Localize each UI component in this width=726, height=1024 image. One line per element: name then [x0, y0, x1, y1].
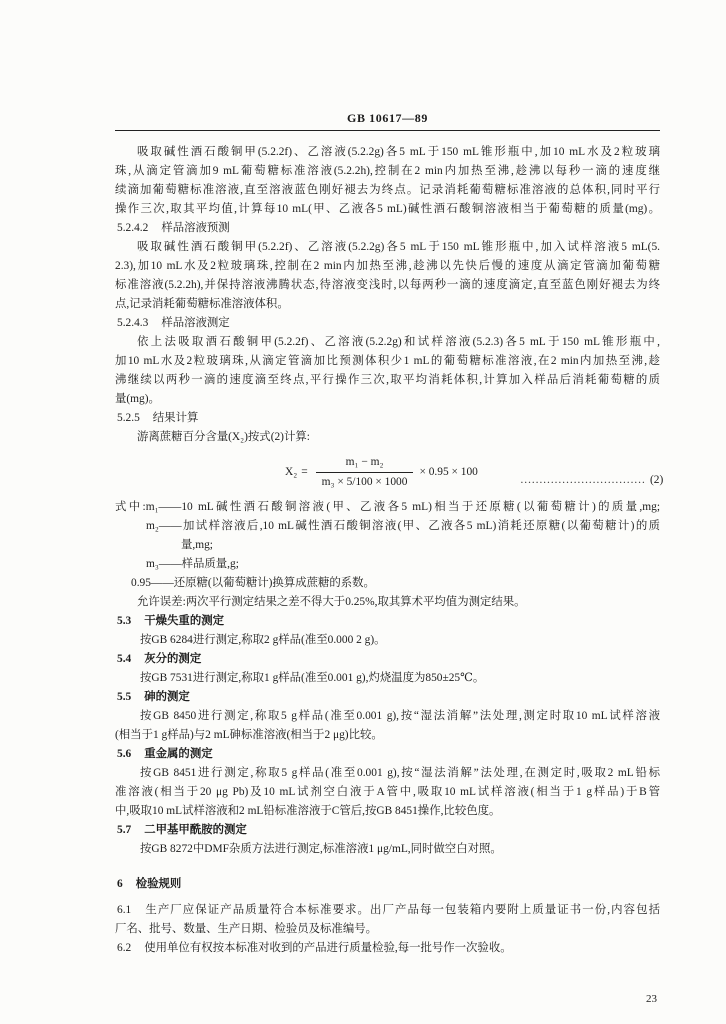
section-title: 干燥失重的测定 [144, 615, 224, 627]
paragraph-line: 按GB 7531进行测定,称取1 g样品(准至0.001 g),灼烧温度为850±25℃。 [140, 672, 485, 684]
formula-2 [115, 447, 664, 498]
paragraph-line: 量(mg)。 [115, 393, 160, 405]
section-title: 重金属的测定 [144, 748, 213, 760]
paragraph-line: 准溶液(相当于20 μg Pb)及10 mL试剂空白液于A管中,吸取10 mL试样溶液(相当于1 g样品)于B管 [115, 786, 660, 798]
section-heading-5-4 [115, 650, 660, 669]
section-heading-5-6 [115, 745, 660, 764]
paragraph-line: 厂名、批号、数量、生产日期、检验员及标准编号。 [115, 923, 377, 935]
paragraph-line: 吸取碱性酒石酸铜甲(5.2.2f)、乙溶液(5.2.2g)各5 mL于150 mL锥形瓶中,加入试样溶液5 mL(5. [137, 241, 660, 253]
clause-6-1 [115, 901, 660, 920]
calibration-line: 续滴加葡萄糖标准溶液,直至溶液蓝色刚好褪去为终点。记录消耗葡萄糖标准溶液的总体积,同时平行 [115, 184, 660, 196]
paragraph-line: 标准溶液(5.2.2h),并保持溶液沸腾状态,待溶液变浅时,以每两秒一滴的速度滴定,直至蓝色刚好褪去为终 [115, 279, 660, 291]
page-number: 23 [646, 993, 657, 1005]
formula-multiplier: × 0.95 × 100 [419, 465, 478, 478]
formula-numerator: m₁ − m₂ [345, 455, 384, 468]
paragraph-line: 中,吸取10 mL试样溶液和2 mL铅标准溶液于C管后,按GB 8451操作,比较色度。 [115, 805, 501, 817]
paragraph-line: 按GB 8451进行测定,称取5 g样品(准至0.001 g),按“湿法消解”法处理,在测定时,吸取2 mL铅标 [140, 767, 660, 779]
formula-intro: 游离蔗糖百分含量(X₂)按式(2)计算: [137, 431, 310, 443]
section-number: 5.3 [117, 615, 132, 627]
section-heading-5-2-4-2 [115, 219, 660, 238]
section-number: 5.7 [117, 824, 132, 836]
where-item-m1: 式中:m₁——10 mL碱性酒石酸铜溶液(甲、乙液各5 mL)相当于还原糖(以葡萄糖计)的质量,mg; [115, 501, 660, 513]
paragraph-line: 依上法吸取酒石酸铜甲(5.2.2f)、乙溶液(5.2.2g)和试样溶液(5.2.3)各5 mL于150 mL锥形瓶中, [137, 336, 660, 348]
section-title: 灰分的测定 [144, 653, 202, 665]
clause-6-2 [115, 939, 660, 958]
section-heading-5-2-5 [115, 409, 660, 428]
standard-code-header: GB 10617—89 [347, 111, 428, 125]
paragraph-line: 按GB 8450进行测定,称取5 g样品(准至0.001 g),按“湿法消解”法处理,测定时取10 mL试样溶液 [140, 710, 660, 722]
clause-number: 6.1 [117, 904, 132, 916]
section-heading-5-3 [115, 612, 660, 631]
section-number: 5.6 [117, 748, 132, 760]
section-heading-5-2-4-3 [115, 314, 660, 333]
section-heading-5-7 [115, 821, 660, 840]
calibration-line: 操作三次,取其平均值,计算每10 mL(甲、乙液各5 mL)碱性酒石酸铜溶液相当于葡萄糖的质量(mg)。 [115, 203, 660, 215]
section-number: 5.2.5 [117, 412, 140, 424]
paragraph-line: 2.3),加10 mL水及2粒玻璃珠,控制在2 min内加热至沸,趁沸以先快后慢的速度从滴定管滴加葡萄糖 [115, 260, 660, 272]
clause-text: 生产厂应保证产品质量符合本标准要求。出厂产品每一包装箱内要附上质量证书一份,内容包括 [144, 904, 660, 916]
formula-fraction [316, 455, 414, 490]
section-number: 5.5 [117, 691, 132, 703]
section-title: 二甲基甲酰胺的测定 [144, 824, 247, 836]
clause-text: 使用单位有权按本标准对收到的产品进行质量检验,每一批号作一次验收。 [144, 942, 512, 954]
chapter-title: 检验规则 [135, 878, 182, 890]
formula-lhs: X₂ [285, 465, 298, 478]
section-number: 5.2.4.2 [117, 222, 149, 234]
section-heading-5-5 [115, 688, 660, 707]
paragraph-line: 加10 mL水及2粒玻璃珠,从滴定管滴加比预测体积少1 mL的葡萄糖标准溶液,在2 min内加热至沸,趁 [115, 355, 660, 367]
document-body [115, 143, 664, 958]
section-number: 5.4 [117, 653, 132, 665]
tolerance-note: 允许误差:两次平行测定结果之差不得大于0.25%,取其算术平均值为测定结果。 [137, 596, 526, 608]
paragraph-line: 点,记录消耗葡萄糖标准溶液体积。 [115, 298, 289, 310]
paragraph-line: (相当于1 g样品)与2 mL砷标准溶液(相当于2 μg)比较。 [115, 729, 383, 741]
section-number: 5.2.4.3 [117, 317, 149, 329]
chapter-number: 6 [117, 878, 123, 890]
where-item-coefficient: 0.95——还原糖(以葡萄糖计)换算成蔗糖的系数。 [131, 577, 375, 589]
formula-number: (2) [650, 474, 664, 486]
formula-expression [285, 453, 478, 491]
chapter-heading-6 [115, 875, 660, 894]
section-title: 结果计算 [152, 412, 199, 424]
calibration-line: 珠,从滴定管滴加9 mL葡萄糖标准溶液(5.2.2h),控制在2 min内加热至沸,趁沸以每秒一滴的速度继 [115, 165, 660, 177]
paragraph-line: 按GB 6284进行测定,称取2 g样品(准至0.000 2 g)。 [140, 634, 386, 646]
section-title: 样品溶液预测 [161, 222, 230, 234]
section-title: 砷的测定 [144, 691, 190, 703]
paragraph-line: 沸继续以两秒一滴的速度滴至终点,平行操作三次,取平均消耗体积,计算加入样品后消耗葡萄糖的质 [115, 374, 660, 386]
formula-equals: = [301, 465, 308, 478]
where-item-m3: m₃——样品质量,g; [146, 558, 239, 570]
section-title: 样品溶液测定 [161, 317, 230, 329]
calibration-line: 吸取碱性酒石酸铜甲(5.2.2f)、乙溶液(5.2.2g)各5 mL于150 mL锥形瓶中,加10 mL水及2粒玻璃 [137, 146, 660, 158]
formula-leader-dots: …………………………… [520, 474, 646, 486]
header-rule [115, 130, 660, 131]
paragraph-line: 按GB 8272中DMF杂质方法进行测定,标准溶液1 μg/mL,同时做空白对照。 [140, 843, 502, 855]
where-item-m2: m₂——加试样溶液后,10 mL碱性酒石酸铜溶液(甲、乙液各5 mL)消耗还原糖(以葡萄糖计)的质 [146, 520, 660, 532]
where-item-m2-continued: 量,mg; [181, 539, 213, 551]
formula-denominator: m₃ × 5/100 × 1000 [316, 472, 414, 490]
clause-number: 6.2 [117, 942, 132, 954]
